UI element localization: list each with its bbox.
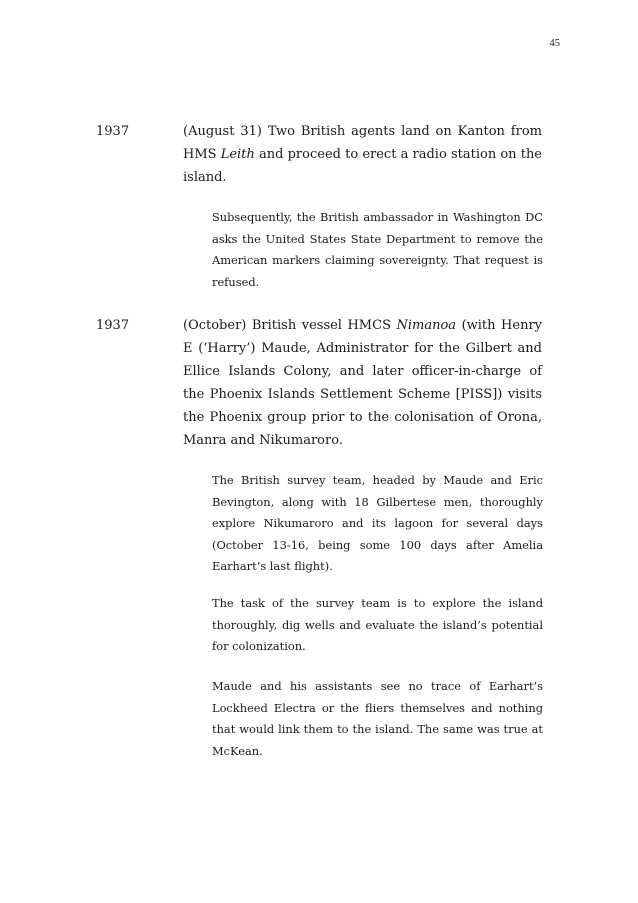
entry-main-text: (August 31) Two British agents land on Kanton from HMS Leith and proceed to erect a radio station on the island. (183, 124, 543, 185)
entry-note: The British survey team, headed by Maude and Eric Bevington, along with 18 Gilbertese men, thoroughly explore Nikumaroro and its lagoon for several days (October 13-16, being some 100 days after Amelia Earhart’s last flight). (212, 473, 543, 573)
ship-name: Leith (220, 147, 255, 162)
ship-name: Nimanoa (396, 318, 457, 333)
entry-note: Subsequently, the British ambassador in Washington DC asks the United States State Department to remove the American markers claiming sovereignty. That request is refused. (212, 210, 543, 289)
page-number: 45 (549, 38, 560, 49)
entry-note: The task of the survey team is to explore the island thoroughly, dig wells and evaluate the island’s potential for colonization. (212, 596, 543, 653)
entry-year: 1937 (96, 318, 130, 333)
entry-year: 1937 (96, 124, 130, 139)
entry-note: Maude and his assistants see no trace of Earhart’s Lockheed Electra or the fliers themselves and nothing that would link them to the island. The same was true at McKean. (212, 679, 543, 758)
entry-main-text: (October) British vessel HMCS Nimanoa (with Henry E (‘Harry’) Maude, Administrator for the Gilbert and Ellice Islands Colony, and later officer-in-charge of the Phoenix Islands Settlement Scheme [PISS]) visits the Phoenix group prior to the colonisation of Orona, Manra and Nikumaroro. (183, 318, 542, 448)
